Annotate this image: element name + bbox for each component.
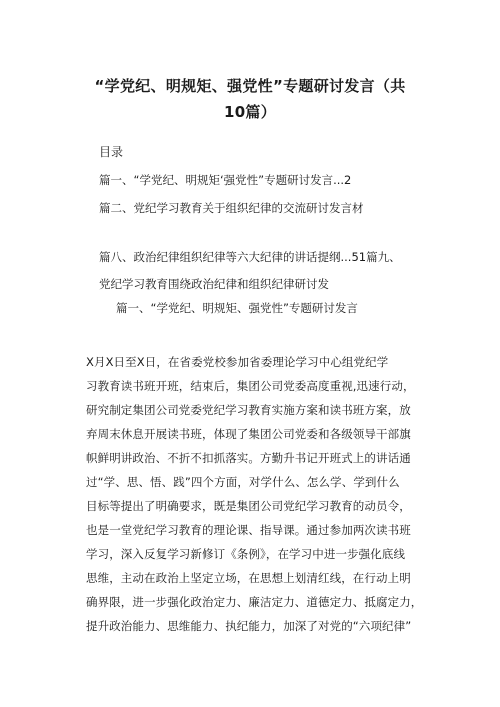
section-title: 篇一、“学党纪、明规矩、强党性”专题研讨发言: [116, 301, 358, 315]
body-line: 确界限，进一步强化政治定力、廉洁定力、道德定力、抵腐定力，: [86, 595, 423, 609]
body-line: 研究制定集团公司党委党纪学习教育实施方案和读书班方案，放: [86, 403, 411, 417]
body-line: 帜鲜明讲政治、不折不扣抓落实。方勤升书记开班式上的讲话通: [86, 451, 411, 465]
toc-entry-1[interactable]: 篇一、“学党纪、明规矩‘强党性”专题研讨发言...2: [99, 173, 352, 187]
body-line: 目标等提出了明确要求，既是集团公司党纪学习教育的动员令，: [86, 499, 411, 513]
body-line: 也是一堂党纪学习教育的理论课、指导课。通过参加两次读书班: [86, 523, 411, 537]
body-line: X月X日至X日，在省委党校参加省委理论学习中心组党纪学: [86, 355, 389, 369]
toc-entry-2[interactable]: 篇二、党纪学习教育关于组织纪律的交流研讨发言材: [99, 201, 364, 215]
body-line: 提升政治能力、思维能力、执纪能力，加深了对党的“六项纪律”: [86, 619, 412, 633]
body-line: 弃周末休息开展读书班，体现了集团公司党委和各级领导干部旗: [86, 427, 411, 441]
body-line: 思维，主动在政治上坚定立场，在思想上划清红线，在行动上明: [86, 571, 411, 585]
toc-heading: 目录: [99, 145, 124, 159]
document-title-line-2: 10篇）: [223, 103, 277, 121]
body-line: 过“学、思、悟、践”四个方面，对学什么、怎么学、学到什么: [86, 475, 400, 489]
toc-entry-9-continued[interactable]: 党纪学习教育围绕政治纪律和组织纪律研讨发: [99, 277, 329, 291]
toc-entry-8-9[interactable]: 篇八、政治纪律组织纪律等六大纪律的讲话提纲...51篇九、: [99, 250, 401, 264]
document-title-line-1: “学党纪、明规矩、强党性”专题研讨发言（共: [94, 77, 406, 95]
body-line: 学习，深入反复学习新修订《条例》，在学习中进一步强化底线: [86, 547, 406, 561]
body-line: 习教育读书班开班，结束后，集团公司党委高度重视,迅速行动，: [86, 379, 415, 393]
